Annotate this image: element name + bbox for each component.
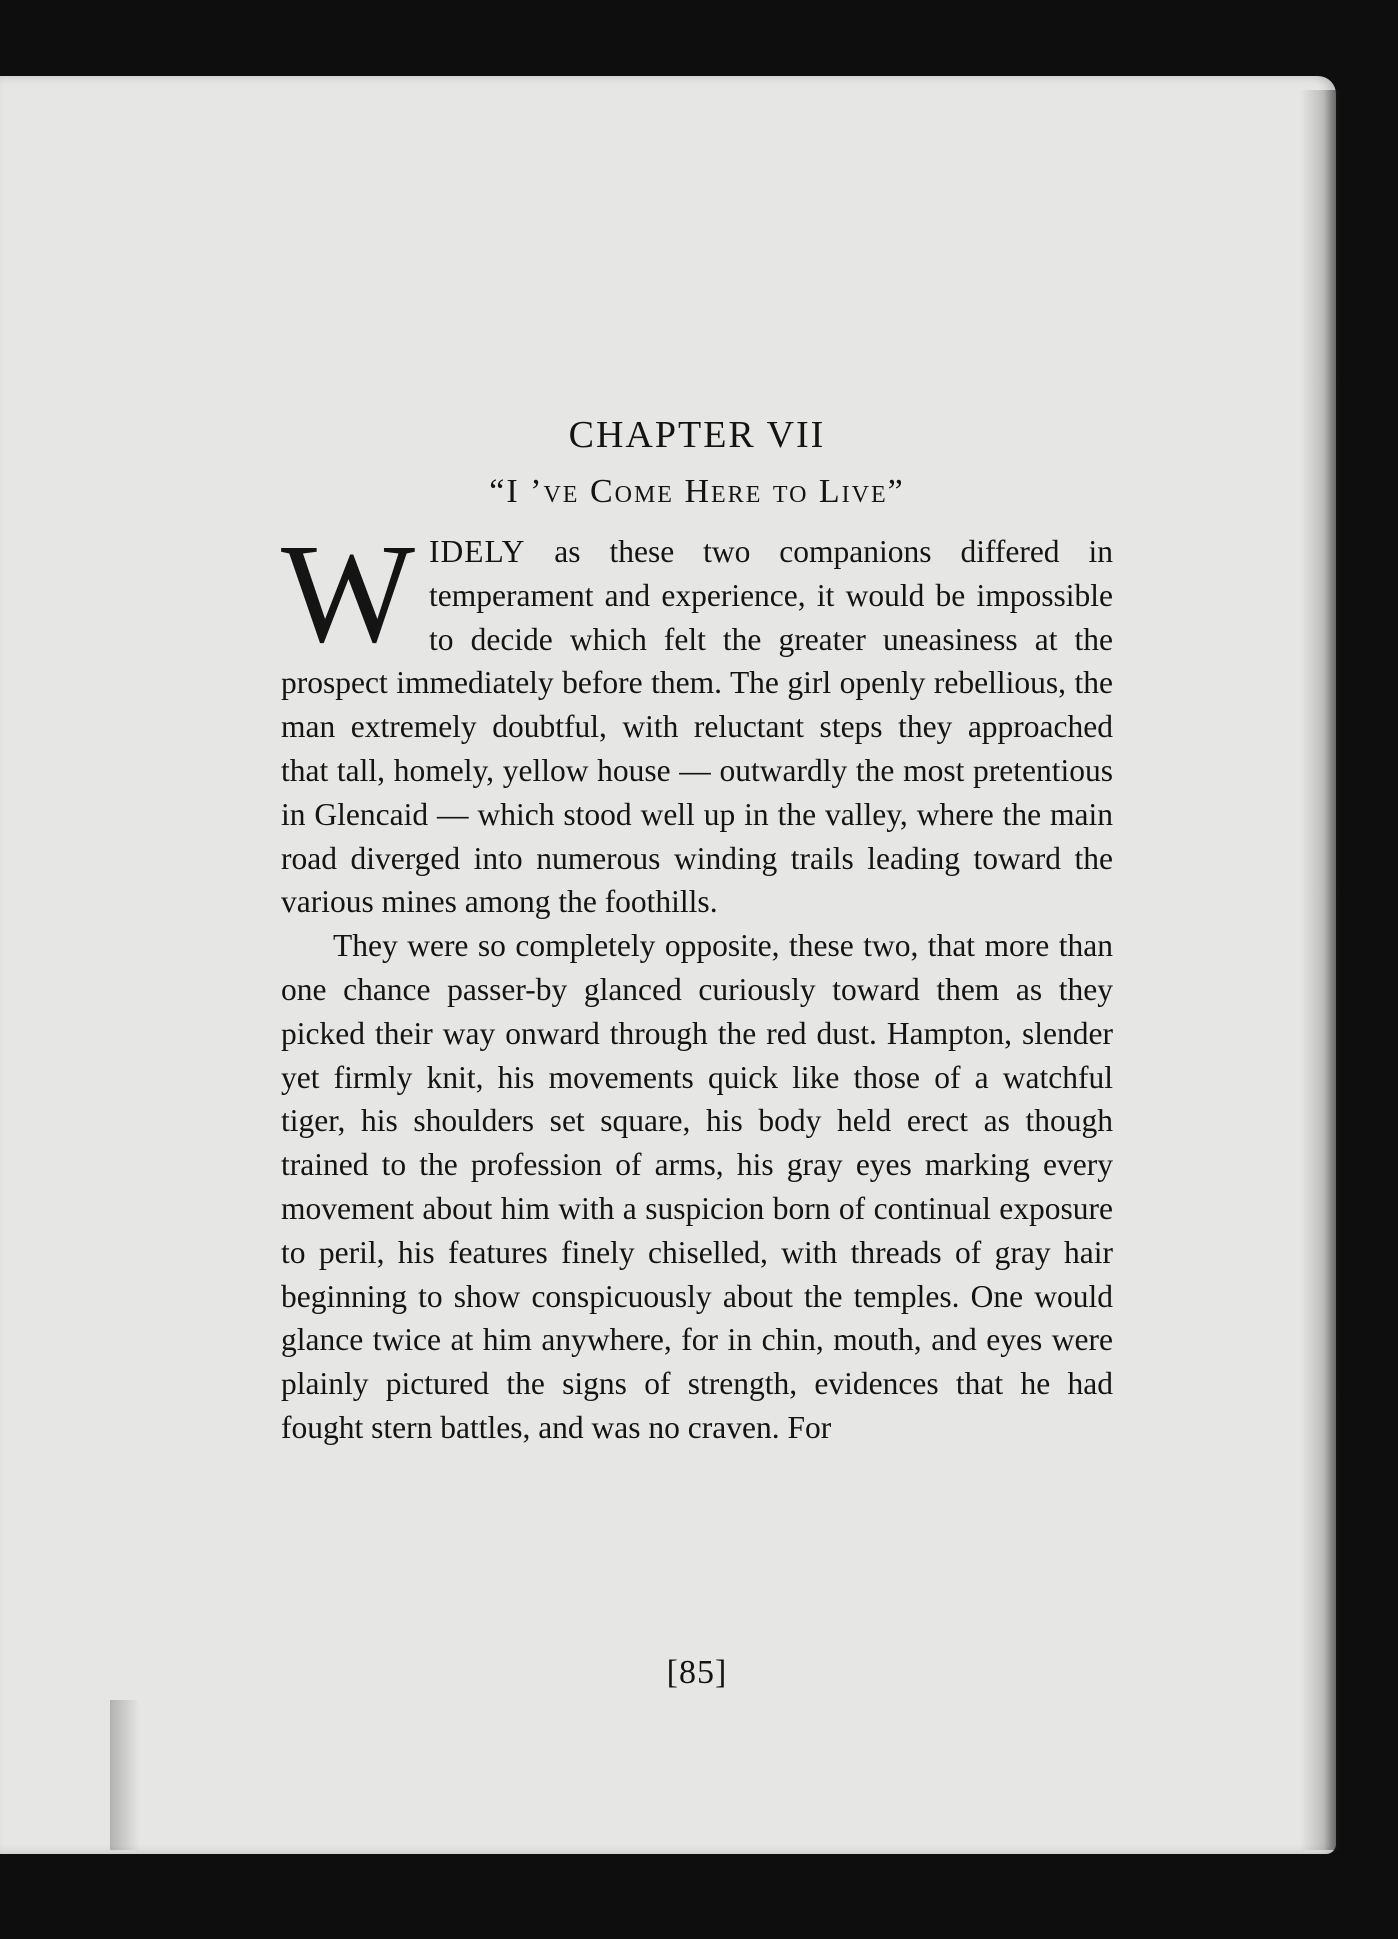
paragraph-1-text: as these two companions differed in temperament and experience, it would be impossible to decide which felt the greater uneasiness at the prospect immediately before them. The girl openly rebellious, the man extremely doubtful, with reluctant steps they approached that tall, homely, yellow house — outwardly the most pretentious in Glencaid — which stood well up in the valley, where the main road diverged into numerous winding trails leading toward the various mines among the foothills. bbox=[281, 534, 1113, 920]
lead-caps: IDELY bbox=[429, 534, 526, 569]
paragraph-1 bbox=[281, 514, 1113, 924]
chapter-subtitle: “I ’ve Come Here to Live” bbox=[489, 473, 905, 510]
page-number: [85] bbox=[666, 1654, 728, 1691]
page-content bbox=[281, 410, 1113, 1691]
paragraph-2: They were so completely opposite, these two, that more than one chance passer-by glanced curiously toward them as they picked their way onward through the red dust. Hampton, slender yet firmly knit, his movements quick like those of a watchful tiger, his shoulders set square, his body held erect as though trained to the profession of arms, his gray eyes marking every movement about him with a suspicion born of continual exposure to peril, his features finely chiselled, with threads of gray hair beginning to show conspicuously about the temples. One would glance twice at him anywhere, for in chin, mouth, and eyes were plainly pictured the signs of strength, evidences that he had fought stern battles, and was no craven. For bbox=[281, 928, 1113, 1445]
chapter-title: CHAPTER VII bbox=[568, 414, 826, 456]
drop-cap: W bbox=[281, 514, 416, 672]
